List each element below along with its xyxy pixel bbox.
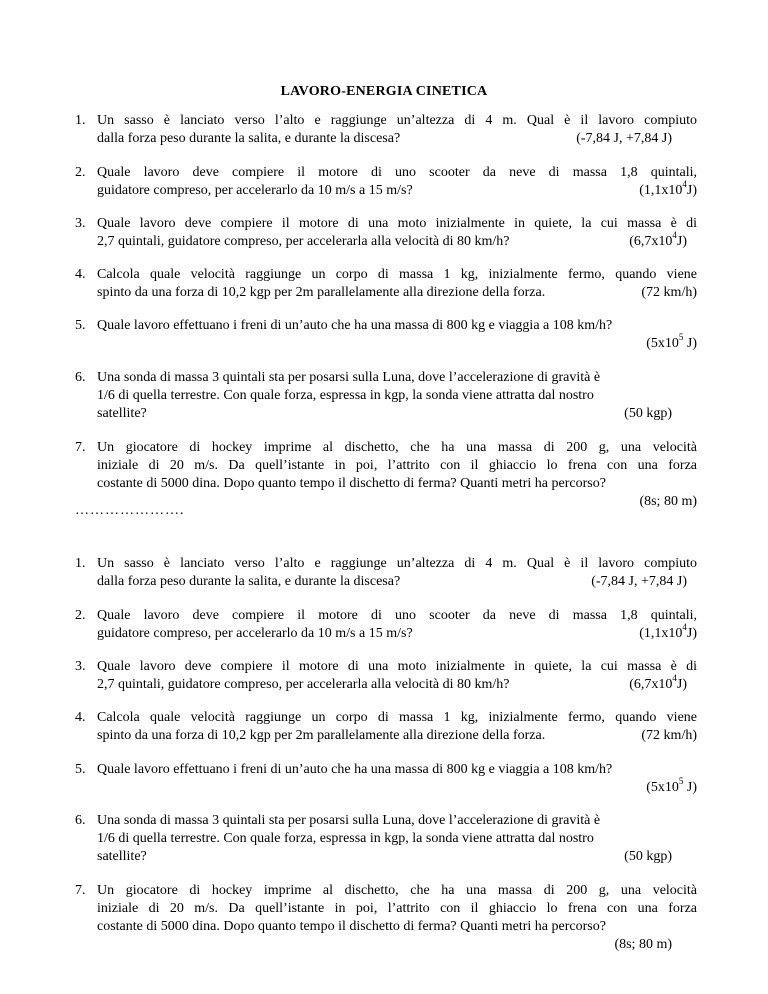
problem-text-line: Quale lavoro deve compiere il motore di una moto inizialmente in quiete, la cui massa è di xyxy=(97,216,697,231)
page-title: LAVORO-ENERGIA CINETICA xyxy=(280,84,488,99)
problem-text-line: Quale lavoro deve compiere il motore di uno scooter da neve di massa 1,8 quintali, xyxy=(97,165,697,180)
problem-answer: $(6,7x10^4J)$ xyxy=(629,673,687,692)
problem-text-line: spinto da una forza di 10,2 kgp per 2m parallelamente alla direzione della forza. xyxy=(97,285,546,300)
problem-text-line: spinto da una forza di 10,2 kgp per 2m parallelamente alla direzione della forza. xyxy=(97,728,546,743)
problem-text-line: 2,7 quintali, guidatore compreso, per accelerarla alla velocità di 80 km/h? xyxy=(97,234,510,249)
problem-text-line: guidatore compreso, per accelerarlo da 10 m/s a 15 m/s? xyxy=(97,183,413,198)
problem-text-line: Quale lavoro deve compiere il motore di uno scooter da neve di massa 1,8 quintali, xyxy=(97,608,697,623)
problem-text-line: Un giocatore di hockey imprime al dischetto, che ha una massa di 200 g, una velocità xyxy=(97,883,697,898)
problem-text-line: Un sasso è lanciato verso l’alto e raggiunge un’altezza di 4 m. Qual è il lavoro compiuto xyxy=(97,113,697,128)
problem-text-line: 2,7 quintali, guidatore compreso, per accelerarla alla velocità di 80 km/h? xyxy=(97,677,510,692)
problem-answer: ($5x10^5$ J) xyxy=(646,776,697,795)
problem-1 xyxy=(75,112,697,148)
problem-answer: (50 kgp) xyxy=(624,406,672,421)
problem-number: 2. xyxy=(75,608,86,623)
problem-text-line: costante di 5000 dina. Dopo quanto tempo il dischetto di ferma? Quanti metri ha percorso? xyxy=(97,476,606,491)
problem-text-line: Calcola quale velocità raggiunge un corpo di massa 1 kg, inizialmente fermo, quando viene xyxy=(97,267,697,282)
problem-number: 6. xyxy=(75,813,86,828)
problem-text-line: Quale lavoro effettuano i freni di un’auto che ha una massa di 800 kg e viaggia a 108 km/h? xyxy=(97,318,613,333)
problem-number: 7. xyxy=(75,883,86,898)
problem-1 xyxy=(75,555,697,591)
problem-number: 5. xyxy=(75,318,86,333)
problem-answer: (-7,84 J, +7,84 J) xyxy=(576,131,672,146)
problem-number: 3. xyxy=(75,216,86,231)
problem-text-line: iniziale di 20 m/s. Da quell’istante in poi, l’attrito con il ghiaccio lo frena con una forza xyxy=(97,458,697,473)
problem-answer: (50 kgp) xyxy=(624,849,672,864)
problem-text-line: Una sonda di massa 3 quintali sta per posarsi sulla Luna, dove l’accelerazione di gravità è xyxy=(97,813,601,828)
problem-text-line: guidatore compreso, per accelerarlo da 10 m/s a 15 m/s? xyxy=(97,626,413,641)
problem-7 xyxy=(75,882,697,954)
problem-5 xyxy=(75,761,697,797)
problem-6 xyxy=(75,369,697,423)
problem-text-line: Calcola quale velocità raggiunge un corpo di massa 1 kg, inizialmente fermo, quando viene xyxy=(97,710,697,725)
problem-answer: (8s; 80 m) xyxy=(639,494,697,509)
problem-text-line: Un giocatore di hockey imprime al dischetto, che ha una massa di 200 g, una velocità xyxy=(97,440,697,455)
problem-answer: (72 km/h) xyxy=(641,285,697,300)
problem-answer: (72 km/h) xyxy=(641,728,697,743)
problem-4 xyxy=(75,266,697,302)
problem-text-line: Quale lavoro deve compiere il motore di una moto inizialmente in quiete, la cui massa è di xyxy=(97,659,697,674)
problem-text-line: dalla forza peso durante la salita, e durante la discesa? xyxy=(97,131,401,146)
problem-text-line: iniziale di 20 m/s. Da quell’istante in poi, l’attrito con il ghiaccio lo frena con una forza xyxy=(97,901,697,916)
problem-text-line: Un sasso è lanciato verso l’alto e raggiunge un’altezza di 4 m. Qual è il lavoro compiuto xyxy=(97,556,697,571)
problem-text-line: Una sonda di massa 3 quintali sta per posarsi sulla Luna, dove l’accelerazione di gravità è xyxy=(97,370,601,385)
problem-text-line: costante di 5000 dina. Dopo quanto tempo il dischetto di ferma? Quanti metri ha percorso? xyxy=(97,919,606,934)
problem-answer: $(1,1x10^4J)$ xyxy=(639,622,697,641)
problem-number: 7. xyxy=(75,440,86,455)
problem-6 xyxy=(75,812,697,866)
problem-answer: $(1,1x10^4J)$ xyxy=(639,179,697,198)
problem-3 xyxy=(75,215,697,251)
problem-text-line: 1/6 di quella terrestre. Con quale forza, espressa in kgp, la sonda viene attratta dal nostro xyxy=(97,388,594,403)
problem-number: 2. xyxy=(75,165,86,180)
problem-4 xyxy=(75,709,697,745)
problem-2 xyxy=(75,164,697,200)
problem-number: 3. xyxy=(75,659,86,674)
problem-number: 4. xyxy=(75,267,86,282)
problem-answer: (8s; 80 m) xyxy=(614,937,672,952)
problem-text-line: dalla forza peso durante la salita, e durante la discesa? xyxy=(97,574,401,589)
problem-text-line: satellite? xyxy=(97,406,147,421)
problem-answer: (-7,84 J, +7,84 J) xyxy=(591,574,687,589)
problem-5 xyxy=(75,317,697,353)
problem-number: 1. xyxy=(75,113,86,128)
problem-text-line: satellite? xyxy=(97,849,147,864)
problem-text-line: Quale lavoro effettuano i freni di un’auto che ha una massa di 800 kg e viaggia a 108 km/h? xyxy=(97,762,613,777)
problem-number: 4. xyxy=(75,710,86,725)
problem-number: 1. xyxy=(75,556,86,571)
problem-answer: $(6,7x10^4J)$ xyxy=(629,230,687,249)
problem-number: 5. xyxy=(75,762,86,777)
problem-3 xyxy=(75,658,697,694)
problem-7 xyxy=(75,439,697,511)
separator-dots: …………………. xyxy=(75,503,185,518)
problem-number: 6. xyxy=(75,370,86,385)
problem-2 xyxy=(75,607,697,643)
problem-answer: ($5x10^5$ J) xyxy=(646,332,697,351)
problem-text-line: 1/6 di quella terrestre. Con quale forza, espressa in kgp, la sonda viene attratta dal nostro xyxy=(97,831,594,846)
